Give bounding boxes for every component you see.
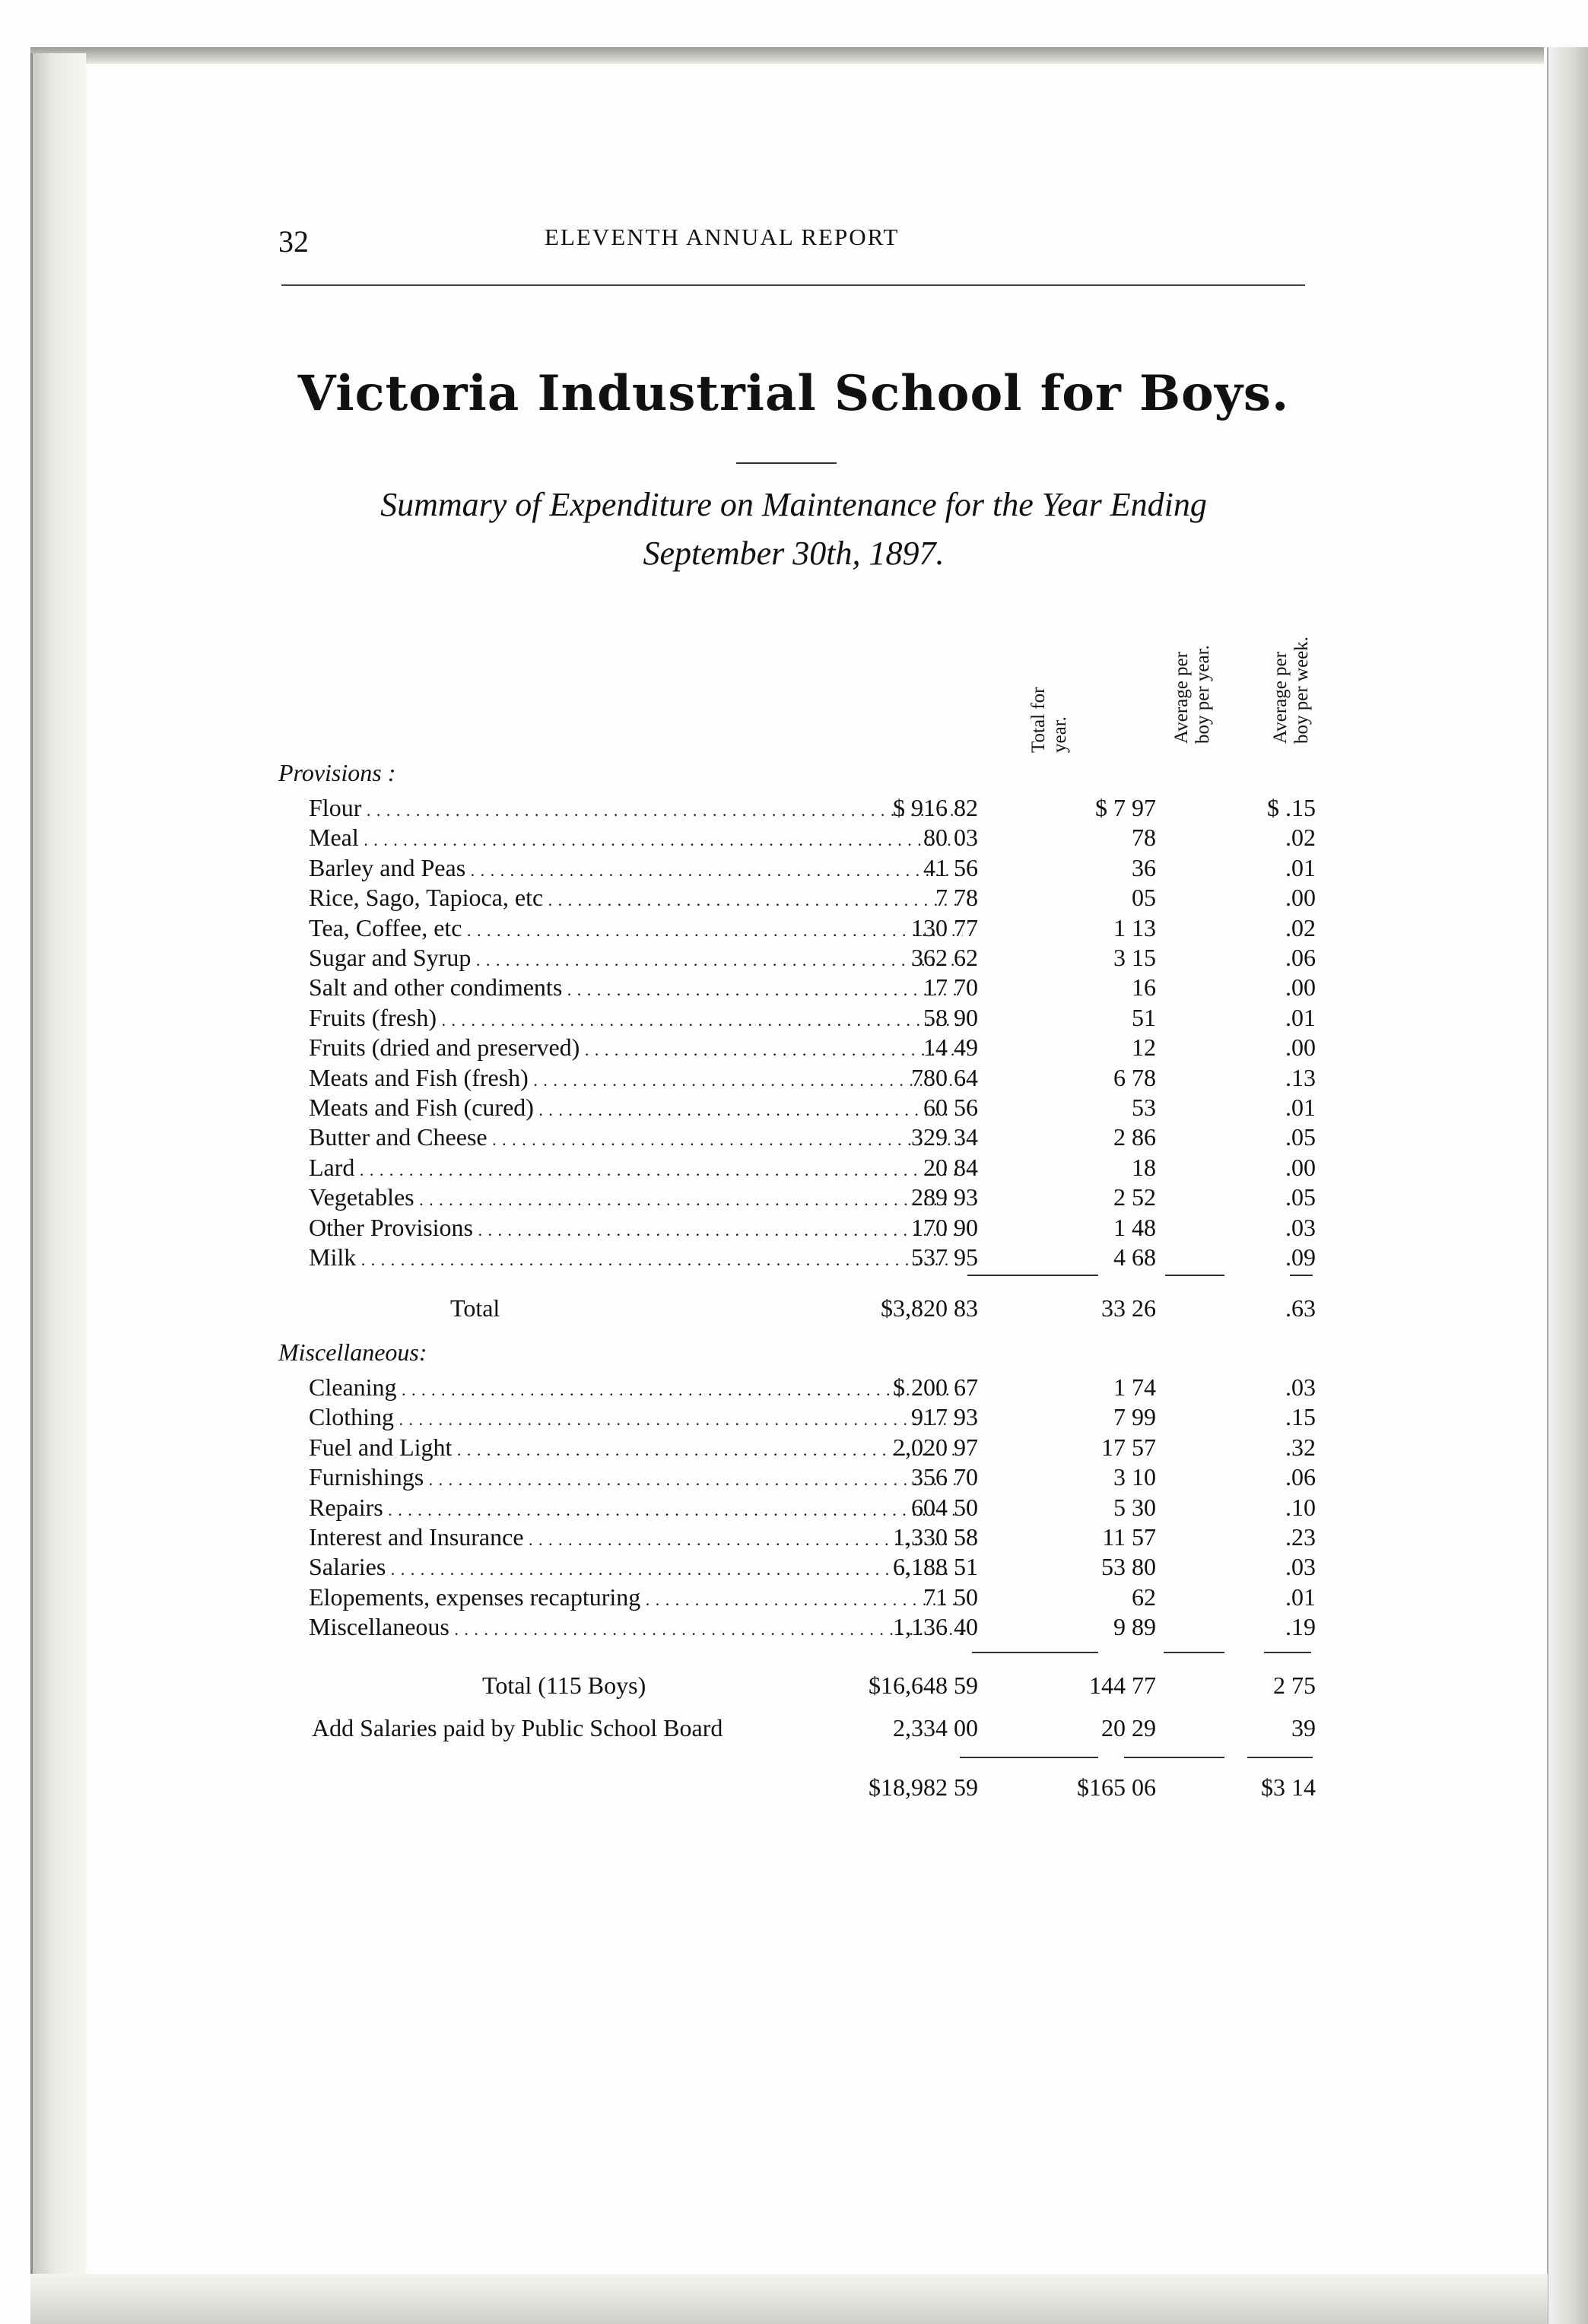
cell-total: 41 56 xyxy=(923,853,978,881)
cell-total: 329 34 xyxy=(911,1123,978,1151)
cell-avg-year: 1 48 xyxy=(1113,1213,1156,1241)
page-edge-left xyxy=(30,53,86,2274)
row-label: Total (115 Boys) xyxy=(482,1672,646,1699)
cell-total: 6,188 51 xyxy=(893,1553,978,1581)
cell-avg-week: .02 xyxy=(1285,824,1316,852)
row-label: Interest and Insurance . . . xyxy=(309,1523,963,1551)
column-header-avg-week-line1: Average per xyxy=(1270,652,1291,744)
table-row xyxy=(278,1494,1336,1524)
row-label: Vegetables . . . xyxy=(309,1183,963,1211)
cell-avg-week: $3 14 xyxy=(1261,1773,1316,1801)
section-label-miscellaneous: Miscellaneous: xyxy=(278,1338,427,1366)
row-label: Miscellaneous . . . xyxy=(309,1613,963,1641)
sum-rule xyxy=(972,1652,1098,1653)
cell-avg-year: 12 xyxy=(1132,1033,1156,1062)
cell-avg-week: .03 xyxy=(1285,1553,1316,1581)
row-label: Clothing . . . xyxy=(309,1403,963,1431)
cell-avg-week: .01 xyxy=(1285,1583,1316,1611)
cell-avg-year: 2 52 xyxy=(1113,1183,1156,1211)
cell-total: $18,982 59 xyxy=(869,1773,978,1801)
sum-rule xyxy=(1247,1757,1313,1758)
column-header-avg-year-line1: Average per xyxy=(1171,652,1192,744)
cell-avg-year: 05 xyxy=(1132,884,1156,912)
cell-total: 1,136 40 xyxy=(893,1613,978,1641)
row-label: Cleaning . . . xyxy=(309,1373,963,1402)
cell-avg-week: .01 xyxy=(1285,853,1316,881)
cell-avg-year: 144 77 xyxy=(1089,1672,1156,1699)
cell-total: 14 49 xyxy=(923,1033,978,1062)
cell-avg-week: .06 xyxy=(1285,944,1316,971)
cell-total: 80 03 xyxy=(923,824,978,852)
table-row xyxy=(278,1553,1336,1583)
cell-total: 60 56 xyxy=(923,1094,978,1121)
table-row xyxy=(278,1433,1336,1464)
running-header xyxy=(278,210,1313,259)
cell-avg-week: .00 xyxy=(1285,973,1316,1002)
subtitle-line-2: September 30th, 1897. xyxy=(643,535,945,572)
cell-total: $3,820 83 xyxy=(881,1294,978,1322)
table-row xyxy=(278,1123,1336,1154)
add-salaries-row xyxy=(278,1714,1336,1745)
cell-total: 20 84 xyxy=(923,1153,978,1181)
row-label: Tea, Coffee, etc . . . xyxy=(309,914,963,942)
row-label: Meats and Fish (cured) . . . xyxy=(309,1094,963,1122)
table-row xyxy=(278,794,1336,824)
table-row xyxy=(278,1064,1336,1094)
title-rule xyxy=(736,462,837,464)
row-label: Rice, Sago, Tapioca, etc . . . xyxy=(309,884,963,912)
page-edge-right xyxy=(1547,47,1588,2324)
grand-total-row xyxy=(278,1773,1336,1804)
subtitle-line-1: Summary of Expenditure on Maintenance for the Year Ending xyxy=(380,486,1207,523)
cell-avg-week: .05 xyxy=(1285,1183,1316,1211)
row-label: Add Salaries paid by Public School Board xyxy=(312,1714,723,1741)
cell-avg-week: .00 xyxy=(1285,1153,1316,1181)
table-row xyxy=(278,1523,1336,1554)
cell-avg-week: .32 xyxy=(1285,1433,1316,1461)
cell-total: 7 78 xyxy=(935,884,978,912)
cell-avg-year: 7 99 xyxy=(1113,1403,1156,1431)
running-title: ELEVENTH ANNUAL REPORT xyxy=(545,224,900,250)
table-row xyxy=(278,1154,1336,1184)
table-row xyxy=(278,1214,1336,1244)
cell-total: 17 70 xyxy=(923,973,978,1002)
sum-rule xyxy=(1124,1757,1224,1758)
table-row xyxy=(278,884,1336,914)
cell-avg-week: 2 75 xyxy=(1273,1672,1316,1699)
cell-total: 780 64 xyxy=(911,1063,978,1091)
cell-avg-week: .05 xyxy=(1285,1123,1316,1151)
cell-avg-week: .00 xyxy=(1285,1033,1316,1062)
table-row xyxy=(278,1183,1336,1214)
page-edge-bottom xyxy=(30,2274,1548,2324)
cell-avg-year: 53 xyxy=(1132,1094,1156,1121)
cell-avg-year: 9 89 xyxy=(1113,1613,1156,1641)
cell-total: 289 93 xyxy=(911,1183,978,1211)
row-label: Flour . . . xyxy=(309,794,963,822)
sum-rule xyxy=(1164,1652,1224,1653)
row-label: Butter and Cheese . . . xyxy=(309,1123,963,1151)
row-label: Meal . . . xyxy=(309,824,963,852)
cell-avg-year: 1 74 xyxy=(1113,1373,1156,1401)
cell-avg-year: 62 xyxy=(1132,1583,1156,1611)
cell-avg-week: .13 xyxy=(1285,1063,1316,1091)
cell-avg-year: 11 57 xyxy=(1102,1523,1156,1551)
cell-total: 130 77 xyxy=(911,913,978,941)
table-row xyxy=(278,1463,1336,1494)
cell-avg-year: $165 06 xyxy=(1077,1773,1156,1801)
cell-total: 170 90 xyxy=(911,1213,978,1241)
sum-rule xyxy=(967,1275,1098,1276)
column-header-total-line1: Total for xyxy=(1028,687,1049,753)
cell-total: 2,020 97 xyxy=(893,1433,978,1461)
cell-total: 537 95 xyxy=(911,1243,978,1271)
sum-rule xyxy=(1165,1275,1224,1276)
cell-avg-year: 20 29 xyxy=(1101,1714,1156,1741)
row-label: Fruits (dried and preserved) . . . xyxy=(309,1033,963,1062)
row-label: Total xyxy=(450,1294,500,1322)
cell-avg-week: .01 xyxy=(1285,1094,1316,1121)
cell-avg-year: 51 xyxy=(1132,1003,1156,1031)
row-label: Salaries . . . xyxy=(309,1553,963,1581)
column-header-total-line2: year. xyxy=(1050,716,1070,753)
report-title: Victoria Industrial School for Boys. xyxy=(297,365,1290,422)
table-row xyxy=(278,1094,1336,1124)
row-label: Repairs . . . xyxy=(309,1494,963,1522)
cell-avg-year: 17 57 xyxy=(1101,1433,1156,1461)
cell-avg-week: .63 xyxy=(1285,1294,1316,1322)
table-row xyxy=(278,944,1336,974)
column-header-avg-week-line2: boy per week. xyxy=(1291,637,1312,744)
cell-avg-week: .10 xyxy=(1285,1493,1316,1521)
cell-total: $16,648 59 xyxy=(869,1672,978,1699)
section-label-provisions: Provisions : xyxy=(278,759,396,786)
table-row xyxy=(278,1613,1336,1643)
table-row xyxy=(278,1033,1336,1064)
sum-rule xyxy=(1290,1275,1313,1276)
table-row xyxy=(278,1373,1336,1404)
cell-avg-week: .06 xyxy=(1285,1463,1316,1491)
cell-avg-year: 6 78 xyxy=(1113,1063,1156,1091)
column-header-avg-week xyxy=(1270,637,1313,744)
cell-avg-week: .00 xyxy=(1285,884,1316,912)
cell-avg-year: 16 xyxy=(1132,973,1156,1002)
cell-total: $ 200 67 xyxy=(893,1373,978,1401)
page-edge-top xyxy=(30,47,1544,64)
cell-total: 58 90 xyxy=(923,1003,978,1031)
cell-total: 917 93 xyxy=(911,1403,978,1431)
header-rule xyxy=(281,284,1305,286)
row-label: Fruits (fresh) . . . xyxy=(309,1004,963,1032)
row-label: Other Provisions . . . xyxy=(309,1214,963,1242)
row-label: Meats and Fish (fresh) . . . xyxy=(309,1064,963,1092)
cell-avg-year: 4 68 xyxy=(1113,1243,1156,1271)
cell-total: 2,334 00 xyxy=(893,1714,978,1741)
column-header-total xyxy=(1028,687,1071,753)
table-row xyxy=(278,824,1336,854)
cell-avg-year: 53 80 xyxy=(1101,1553,1156,1581)
table-row xyxy=(278,973,1336,1004)
row-label: Lard . . . xyxy=(309,1154,963,1182)
table-row xyxy=(278,1243,1336,1274)
cell-total: 1,330 58 xyxy=(893,1523,978,1551)
row-label: Sugar and Syrup . . . xyxy=(309,944,963,972)
cell-avg-year: 3 15 xyxy=(1113,944,1156,971)
cell-avg-week: .03 xyxy=(1285,1213,1316,1241)
cell-avg-year: 1 13 xyxy=(1113,913,1156,941)
cell-avg-year: 5 30 xyxy=(1113,1493,1156,1521)
cell-avg-week: .19 xyxy=(1285,1613,1316,1641)
cell-total: 362 62 xyxy=(911,944,978,971)
sum-rule xyxy=(1264,1652,1311,1653)
row-label: Furnishings . . . xyxy=(309,1463,963,1491)
cell-total: $ 916 82 xyxy=(893,794,978,821)
cell-avg-year: 33 26 xyxy=(1101,1294,1156,1322)
table-row xyxy=(278,854,1336,884)
table-row xyxy=(278,1004,1336,1034)
table-row xyxy=(278,1403,1336,1433)
cell-avg-year: 18 xyxy=(1132,1153,1156,1181)
cell-total: 604 50 xyxy=(911,1493,978,1521)
provisions-total-row xyxy=(278,1294,1336,1325)
cell-avg-week: .23 xyxy=(1285,1523,1316,1551)
cell-avg-week: $ .15 xyxy=(1267,794,1316,821)
cell-avg-week: 39 xyxy=(1291,1714,1316,1741)
cell-avg-week: .09 xyxy=(1285,1243,1316,1271)
cell-avg-year: 78 xyxy=(1132,824,1156,852)
cell-avg-week: .02 xyxy=(1285,913,1316,941)
misc-total-row xyxy=(278,1672,1336,1702)
table-row xyxy=(278,914,1336,945)
column-header-avg-year xyxy=(1171,645,1214,744)
column-header-avg-year-line2: boy per year. xyxy=(1193,645,1213,744)
cell-avg-week: .01 xyxy=(1285,1003,1316,1031)
cell-avg-week: .03 xyxy=(1285,1373,1316,1401)
row-label: Fuel and Light . . . xyxy=(309,1433,963,1462)
cell-avg-week: .15 xyxy=(1285,1403,1316,1431)
table-row xyxy=(278,1583,1336,1614)
cell-avg-year: $ 7 97 xyxy=(1095,794,1156,821)
cell-total: 356 70 xyxy=(911,1463,978,1491)
cell-avg-year: 36 xyxy=(1132,853,1156,881)
cell-total: 71 50 xyxy=(923,1583,978,1611)
cell-avg-year: 3 10 xyxy=(1113,1463,1156,1491)
row-label: Salt and other condiments . . . xyxy=(309,973,963,1002)
sum-rule xyxy=(960,1757,1098,1758)
row-label: Barley and Peas . . . xyxy=(309,854,963,882)
cell-avg-year: 2 86 xyxy=(1113,1123,1156,1151)
row-label: Elopements, expenses recapturing . . . xyxy=(309,1583,963,1611)
page-number: 32 xyxy=(278,224,309,259)
row-label: Milk . . . xyxy=(309,1243,963,1272)
